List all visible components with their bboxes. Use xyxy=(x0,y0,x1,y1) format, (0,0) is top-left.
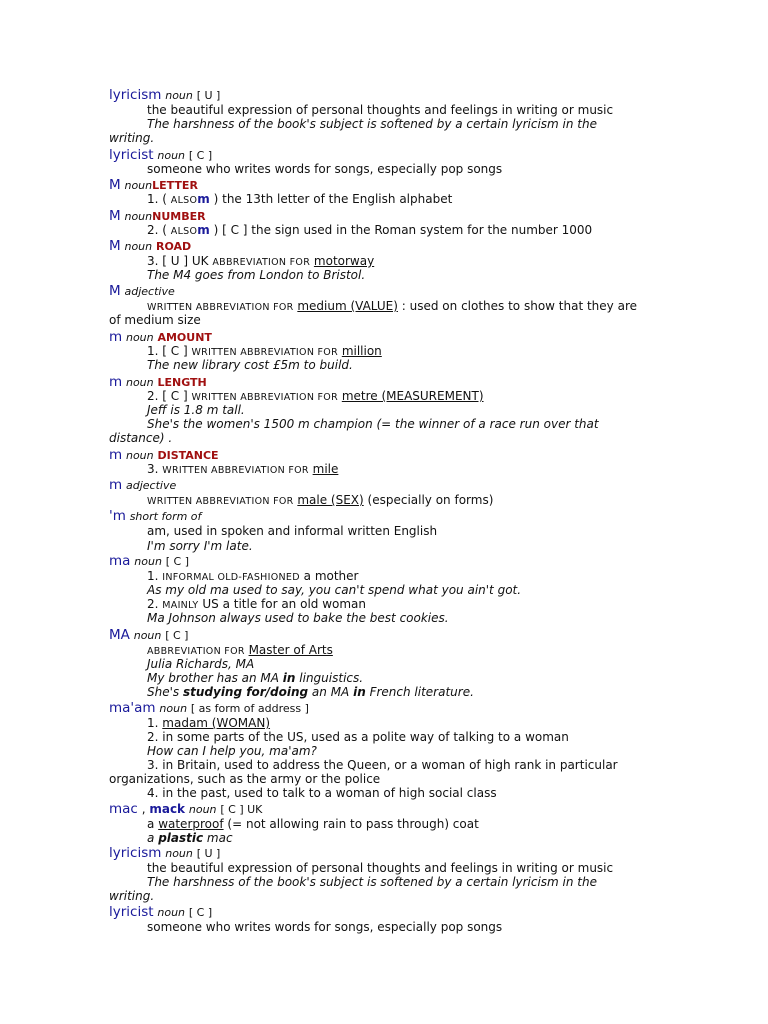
entry-headline xyxy=(109,239,191,254)
part-of-speech: noun xyxy=(125,449,154,462)
example-collocation: in xyxy=(353,685,366,699)
part-of-speech: noun xyxy=(165,89,193,102)
entry-headline xyxy=(109,846,220,861)
example: Jeff is 1.8 m tall. xyxy=(147,403,245,417)
definition: 3. in Britain, used to address the Queen, or a woman of high rank in particular xyxy=(147,758,618,772)
entry-headline xyxy=(109,554,189,569)
example: The new library cost £5m to build. xyxy=(147,358,353,372)
variant-form: m xyxy=(197,192,210,206)
part-of-speech: noun xyxy=(157,906,186,919)
entry-headline xyxy=(109,209,206,224)
example-text: an MA xyxy=(311,685,350,699)
headword: m xyxy=(109,329,123,345)
example: Julia Richards, MA xyxy=(147,657,255,671)
headword: M xyxy=(109,177,121,193)
definition-text: : used on clothes to show that they are xyxy=(401,299,637,313)
cross-reference-link[interactable]: medium (VALUE) xyxy=(297,299,398,313)
cross-reference-link[interactable]: waterproof xyxy=(158,817,224,831)
usage-label: WRITTEN ABBREVIATION FOR xyxy=(147,496,294,507)
sense-label: LENGTH xyxy=(157,376,207,389)
example-text: French literature. xyxy=(369,685,474,699)
part-of-speech: adjective xyxy=(125,479,177,492)
usage-label: INFORMAL OLD-FASHIONED xyxy=(162,572,300,583)
usage-label: ALSO xyxy=(170,195,198,206)
example: How can I help you, ma'am? xyxy=(147,744,317,758)
cross-reference-link[interactable]: madam (WOMAN) xyxy=(162,716,271,730)
example xyxy=(147,831,233,845)
example-collocation: studying for/doing xyxy=(182,685,309,699)
entry-headline xyxy=(109,375,207,390)
example-text: linguistics. xyxy=(299,671,364,685)
example: The M4 goes from London to Bristol. xyxy=(147,268,366,282)
part-of-speech: noun xyxy=(125,376,154,389)
definition: someone who writes words for songs, especially pop songs xyxy=(147,920,503,934)
entry-headline xyxy=(109,701,309,716)
example-text: mac xyxy=(206,831,233,845)
entry-headline xyxy=(109,802,262,817)
example: She's the women's 1500 m champion (= the winner of a race run over that xyxy=(147,417,599,431)
grammar-code: [ U ] xyxy=(196,847,221,860)
definition xyxy=(147,493,493,509)
headword: M xyxy=(109,238,121,254)
headword: m xyxy=(109,477,123,493)
part-of-speech: noun xyxy=(157,149,186,162)
entry-headline xyxy=(109,178,198,193)
definition: the beautiful expression of personal thoughts and feelings in writing or music xyxy=(147,861,614,875)
example-text: My brother has an MA xyxy=(147,671,279,685)
example-text: She's xyxy=(147,685,180,699)
grammar-code: [ as form of address ] xyxy=(190,702,309,715)
example-wrap: writing. xyxy=(109,889,155,903)
definition-text: 3. [ U ] UK xyxy=(147,254,209,268)
definition-text: a mother xyxy=(303,569,359,583)
example: The harshness of the book's subject is softened by a certain lyricism in the xyxy=(147,117,597,131)
headword: m xyxy=(109,447,123,463)
headword: mac xyxy=(109,801,138,817)
part-of-speech: noun xyxy=(159,702,188,715)
entry-headline xyxy=(109,148,212,163)
cross-reference-link[interactable]: Master of Arts xyxy=(248,643,333,657)
part-of-speech: noun xyxy=(188,803,217,816)
variant-form: m xyxy=(197,223,210,237)
headword: lyricist xyxy=(109,147,154,163)
example-collocation: in xyxy=(282,671,296,685)
definition-text: ) [ C ] the sign used in the Roman system for the number 1000 xyxy=(213,223,593,237)
definition xyxy=(147,817,479,831)
definition-text: 2. ( xyxy=(147,223,167,237)
definition: someone who writes words for songs, especially pop songs xyxy=(147,162,503,176)
usage-label: WRITTEN ABBREVIATION FOR xyxy=(147,302,294,313)
headword-variant: mack xyxy=(149,802,186,816)
example-wrap: distance) . xyxy=(109,431,173,445)
usage-label: MAINLY xyxy=(162,600,199,611)
grammar-code: [ C ] xyxy=(188,906,213,919)
definition-text: 1. xyxy=(147,716,159,730)
headword: M xyxy=(109,208,121,224)
cross-reference-link[interactable]: motorway xyxy=(313,254,375,268)
definition-text: ) the 13th letter of the English alphabet xyxy=(213,192,453,206)
example: Ma Johnson always used to bake the best cookies. xyxy=(147,611,449,625)
definition-text: (= not allowing rain to pass through) coat xyxy=(227,817,479,831)
entry-headline xyxy=(109,330,212,345)
definition xyxy=(147,462,338,478)
cross-reference-link[interactable]: million xyxy=(341,344,382,358)
entry-headline xyxy=(109,88,220,103)
sense-label: AMOUNT xyxy=(157,331,212,344)
entry-headline xyxy=(109,509,201,524)
part-of-speech: noun xyxy=(133,629,162,642)
definition-text: (especially on forms) xyxy=(367,493,494,507)
definition-text: 1. xyxy=(147,569,159,583)
definition: 4. in the past, used to talk to a woman of high social class xyxy=(147,786,497,800)
definition xyxy=(147,192,452,208)
definition-text: 1. [ C ] xyxy=(147,344,188,358)
grammar-code: [ U ] xyxy=(196,89,221,102)
example: I'm sorry I'm late. xyxy=(147,539,253,553)
cross-reference-link[interactable]: male (SEX) xyxy=(297,493,364,507)
definition-text: 2. [ C ] xyxy=(147,389,188,403)
definition-text: 1. ( xyxy=(147,192,167,206)
definition: the beautiful expression of personal thoughts and feelings in writing or music xyxy=(147,103,614,117)
headword-separator: , xyxy=(141,802,146,816)
headword: 'm xyxy=(109,508,126,524)
part-of-speech: noun xyxy=(124,210,153,223)
grammar-code: [ C ] xyxy=(188,149,213,162)
definition: am, used in spoken and informal written English xyxy=(147,524,438,538)
definition xyxy=(147,299,637,315)
example-text: a xyxy=(147,831,155,845)
definition-text: 3. xyxy=(147,462,159,476)
part-of-speech: noun xyxy=(124,179,153,192)
headword: lyricism xyxy=(109,87,162,103)
definition-text: 2. xyxy=(147,597,159,611)
entry-headline xyxy=(109,478,176,493)
part-of-speech: adjective xyxy=(124,285,175,298)
usage-label: ABBREVIATION FOR xyxy=(147,646,245,657)
entry-headline xyxy=(109,905,212,920)
entry-headline xyxy=(109,284,175,299)
usage-label: WRITTEN ABBREVIATION FOR xyxy=(162,465,309,476)
example xyxy=(147,685,474,699)
example-collocation: plastic xyxy=(158,831,204,845)
grammar-code: [ C ] xyxy=(165,555,190,568)
sense-label: NUMBER xyxy=(152,210,206,223)
usage-label: WRITTEN ABBREVIATION FOR xyxy=(191,392,338,403)
headword: m xyxy=(109,374,123,390)
usage-label: WRITTEN ABBREVIATION FOR xyxy=(191,347,338,358)
example xyxy=(147,671,363,685)
part-of-speech: noun xyxy=(124,240,153,253)
example-wrap: writing. xyxy=(109,131,155,145)
example: The harshness of the book's subject is softened by a certain lyricism in the xyxy=(147,875,597,889)
definition-wrap: of medium size xyxy=(109,313,201,327)
grammar-code: [ C ] xyxy=(165,629,189,642)
part-of-speech: noun xyxy=(165,847,193,860)
sense-label: LETTER xyxy=(152,179,198,192)
part-of-speech: noun xyxy=(125,331,154,344)
headword: ma xyxy=(109,553,131,569)
headword: M xyxy=(109,283,121,299)
definition: 2. in some parts of the US, used as a polite way of talking to a woman xyxy=(147,730,569,744)
definition xyxy=(147,716,270,730)
example: As my old ma used to say, you can't spend what you ain't got. xyxy=(147,583,522,597)
cross-reference-link[interactable]: mile xyxy=(312,462,339,476)
part-of-speech: noun xyxy=(134,555,162,568)
headword: lyricism xyxy=(109,845,162,861)
entry-headline xyxy=(109,628,188,643)
grammar-code: [ C ] UK xyxy=(220,803,263,816)
definition-text: a xyxy=(147,817,155,831)
headword: ma'am xyxy=(109,700,156,716)
definition xyxy=(147,223,592,239)
sense-label: DISTANCE xyxy=(157,449,219,462)
sense-label: ROAD xyxy=(155,240,192,253)
entry-headline xyxy=(109,448,219,463)
cross-reference-link[interactable]: metre (MEASUREMENT) xyxy=(341,389,484,403)
headword: lyricist xyxy=(109,904,154,920)
usage-label: ABBREVIATION FOR xyxy=(212,257,311,268)
usage-label: ALSO xyxy=(170,226,198,237)
definition-wrap: organizations, such as the army or the police xyxy=(109,772,381,786)
part-of-speech: short form of xyxy=(129,510,202,523)
headword: MA xyxy=(109,627,130,643)
definition-text: US a title for an old woman xyxy=(202,597,367,611)
